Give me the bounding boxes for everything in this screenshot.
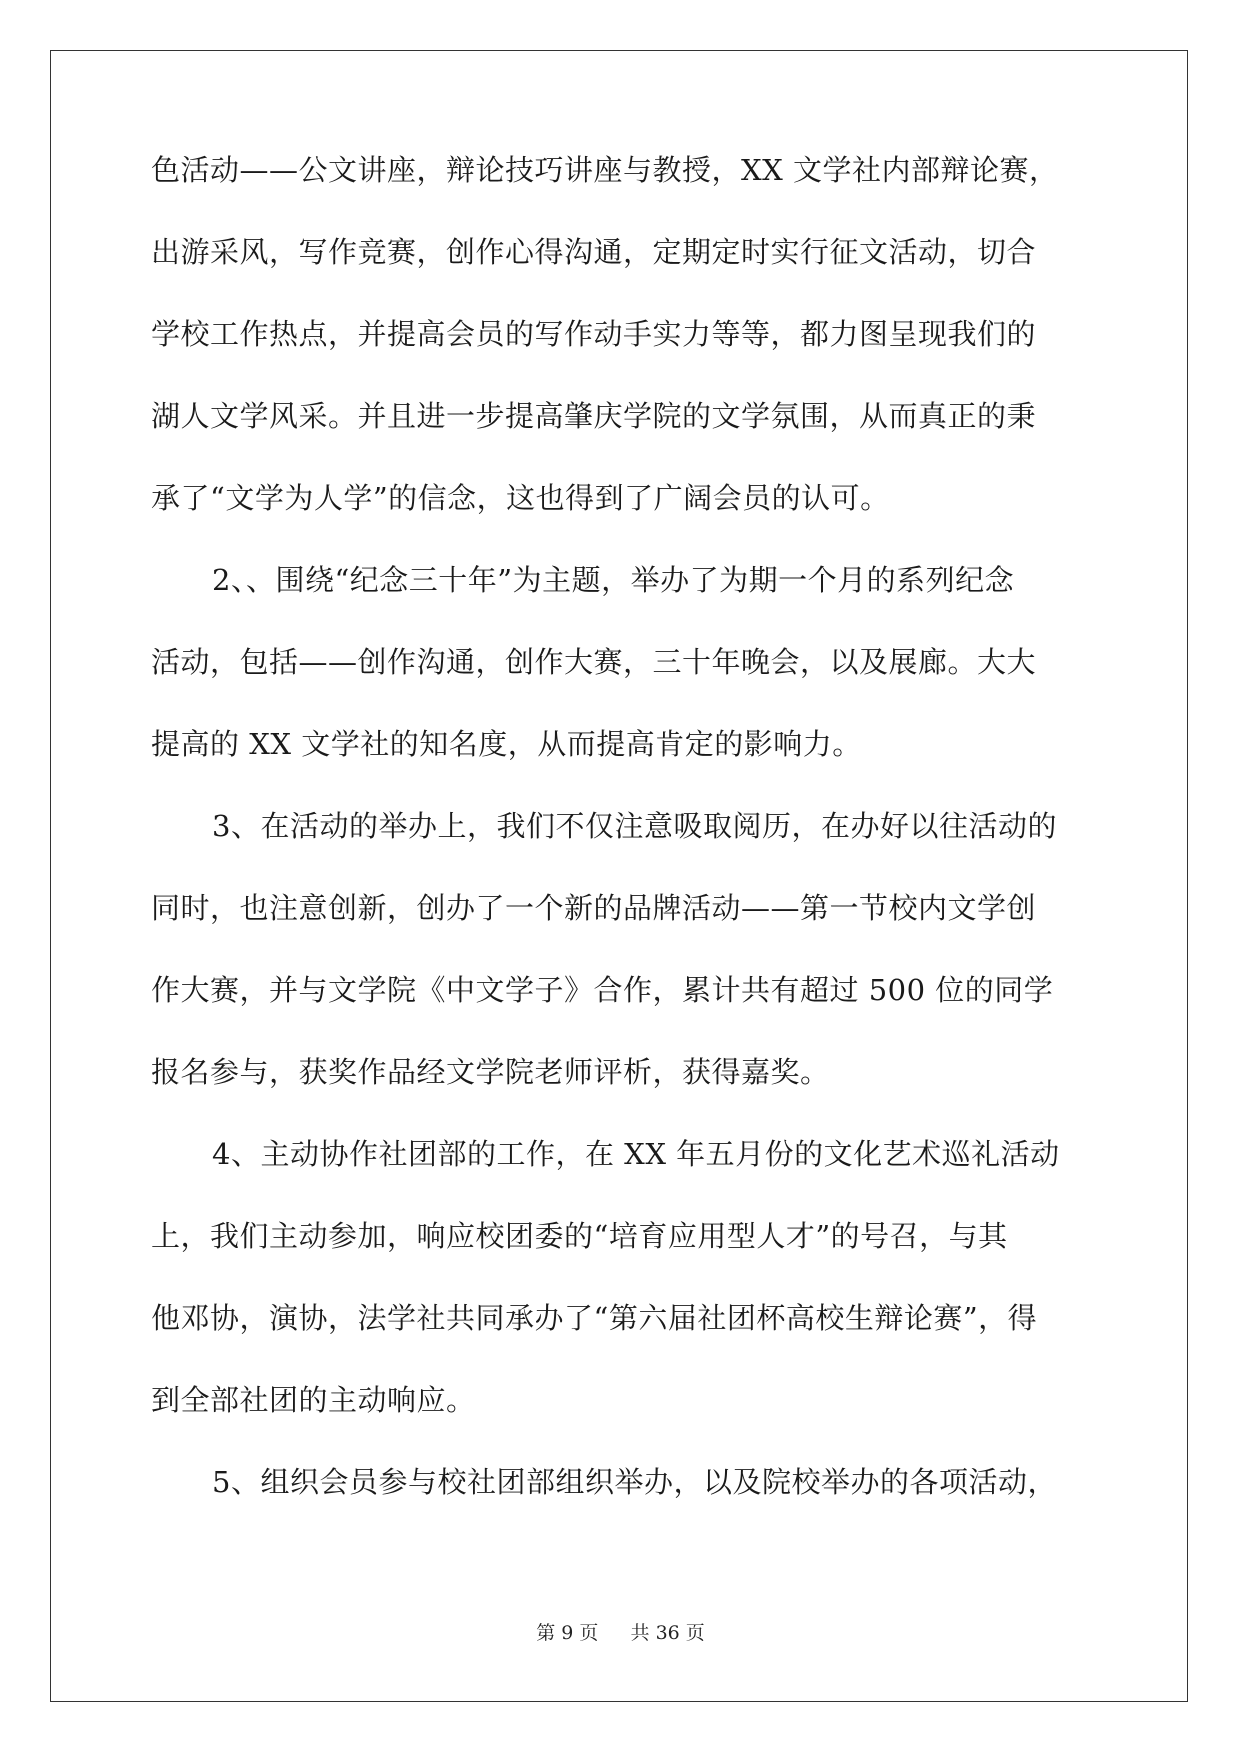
text-line: 承了“文学为人学”的信念，这也得到了广阔会员的认可。 <box>151 481 890 515</box>
text-line: 色活动——公文讲座，辩论技巧讲座与教授，XX 文学社内部辩论赛， <box>151 153 1059 187</box>
text-line: 2、、围绕“纪念三十年”为主题，举办了为期一个月的系列纪念 <box>212 563 1015 597</box>
text-line: 5、组织会员参与校社团部组织举办，以及院校举办的各项活动， <box>212 1465 1057 1499</box>
text-line: 湖人文学风采。并且进一步提高肇庆学院的文学氛围，从而真正的秉 <box>151 399 1037 433</box>
page-number: 第 9 页 <box>536 1622 599 1644</box>
text-line: 上，我们主动参加，响应校团委的“培育应用型人才”的号召，与其 <box>151 1219 1008 1253</box>
text-line: 作大赛，并与文学院《中文学子》合作，累计共有超过 500 位的同学 <box>151 973 1054 1007</box>
text-line: 到全部社团的主动响应。 <box>151 1383 476 1417</box>
text-line: 同时，也注意创新，创办了一个新的品牌活动——第一节校内文学创 <box>151 891 1037 925</box>
document-body <box>151 153 1089 1547</box>
text-line: 活动，包括——创作沟通，创作大赛，三十年晚会，以及展廊。大大 <box>151 645 1037 679</box>
page-footer <box>0 1618 1241 1645</box>
text-line: 提高的 XX 文学社的知名度，从而提高肯定的影响力。 <box>151 727 862 761</box>
text-line: 出游采风，写作竞赛，创作心得沟通，定期定时实行征文活动，切合 <box>151 235 1037 269</box>
text-line: 报名参与，获奖作品经文学院老师评析，获得嘉奖。 <box>151 1055 830 1089</box>
page-separator <box>608 1622 620 1644</box>
text-line: 他邓协，演协，法学社共同承办了“第六届社团杯高校生辩论赛”，得 <box>151 1301 1038 1335</box>
text-line: 学校工作热点，并提高会员的写作动手实力等等，都力图呈现我们的 <box>151 317 1037 351</box>
text-line: 4、主动协作社团部的工作，在 XX 年五月份的文化艺术巡礼活动 <box>212 1137 1060 1171</box>
text-line: 3、在活动的举办上，我们不仅注意吸取阅历，在办好以往活动的 <box>212 809 1057 843</box>
page-total: 共 36 页 <box>630 1622 705 1644</box>
